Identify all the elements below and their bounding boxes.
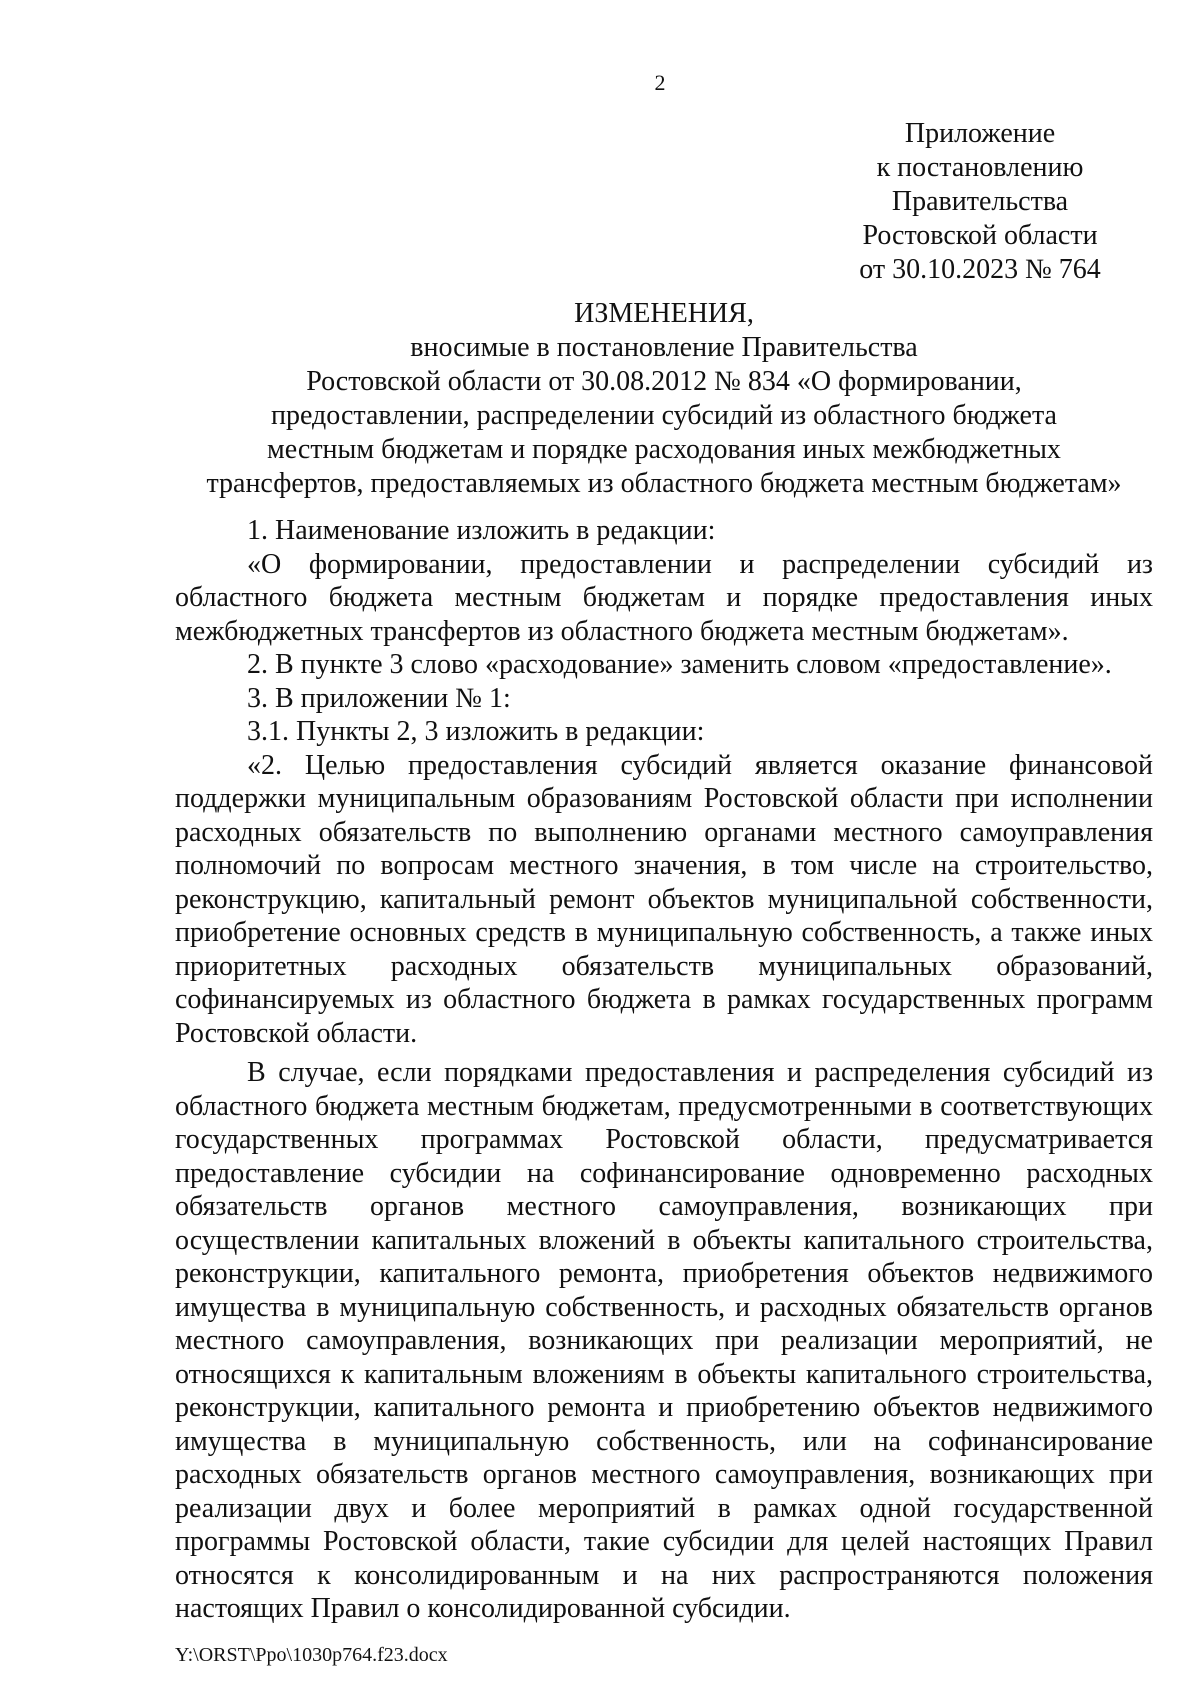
appendix-block (830, 117, 1130, 287)
appendix-line: к постановлению (876, 152, 1084, 183)
paragraph: 2. В пункте 3 слово «расходование» заменить словом «предоставление». (247, 649, 1112, 680)
page-number: 2 (654, 70, 666, 95)
heading-line: предоставлении, распределении субсидий из областного бюджета (271, 400, 1057, 431)
heading-line: вносимые в постановление Правительства (410, 332, 918, 363)
footer-file-path: Y:\ORST\Ppo\1030p764.f23.docx (175, 1644, 448, 1666)
document-body (175, 514, 1153, 1626)
paragraph: «О формировании, предоставлении и распределении субсидий из областного бюджета местным бюджетам и порядке предоставления иных межбюджетных трансфертов из областного бюджета местным бюджетам». (175, 548, 1153, 647)
heading-line: трансфертов, предоставляемых из областного бюджета местным бюджетам» (206, 468, 1122, 499)
appendix-line: Приложение (904, 118, 1056, 149)
appendix-line: Правительства (891, 186, 1069, 217)
paragraph: 3.1. Пункты 2, 3 изложить в редакции: (247, 716, 705, 747)
document-title: ИЗМЕНЕНИЯ, (574, 298, 754, 329)
paragraph: 3. В приложении № 1: (247, 682, 511, 714)
heading-line: местным бюджетам и порядке расходования иных межбюджетных (267, 434, 1061, 465)
paragraph: В случае, если порядками предоставления и распределения субсидий из областного бюджета местным бюджетам, предусмотренными в соответствующих государственных программах Ростовской области, предусматривается предоставление субсидии на софинансирование одновременно расходных обязательств органов местного самоуправления, возникающих при осуществлении капитальных вложений в объекты капитального строительства, реконструкции, капитального ремонта, приобретения объектов недвижимого имущества в муниципальную собственность, и расходных обязательств органов местного самоуправления, возникающих при реализации мероприятий, не относящихся к капитальным вложениям в объекты капитального строительства, реконструкции, капитального ремонта и приобретению объектов недвижимого имущества в муниципальную собственность, или на софинансирование расходных обязательств органов местного самоуправления, возникающих при реализации двух и более мероприятий в рамках одной государственной программы Ростовской области, такие субсидии для целей настоящих Правил относятся к консолидированным и на них распространяются положения настоящих Правил о консолидированной субсидии. (175, 1057, 1153, 1624)
appendix-line: Ростовской области (862, 220, 1098, 251)
document-heading (175, 297, 1153, 501)
paragraph: 1. Наименование изложить в редакции: (247, 515, 716, 546)
appendix-line: от 30.10.2023 № 764 (859, 254, 1101, 285)
heading-line: Ростовской области от 30.08.2012 № 834 «О формировании, (306, 366, 1022, 397)
paragraph: «2. Целью предоставления субсидий является оказание финансовой поддержки муниципальным образованиям Ростовской области при исполнении расходных обязательств по выполнению органами местного самоуправления полномочий по вопросам местного значения, в том числе на строительство, реконструкцию, капитальный ремонт объектов муниципальной собственности, приобретение основных средств в муниципальную собственность, а также иных приоритетных расходных обязательств муниципальных образований, софинансируемых из областного бюджета в рамках государственных программ Ростовской области. (175, 749, 1153, 1049)
